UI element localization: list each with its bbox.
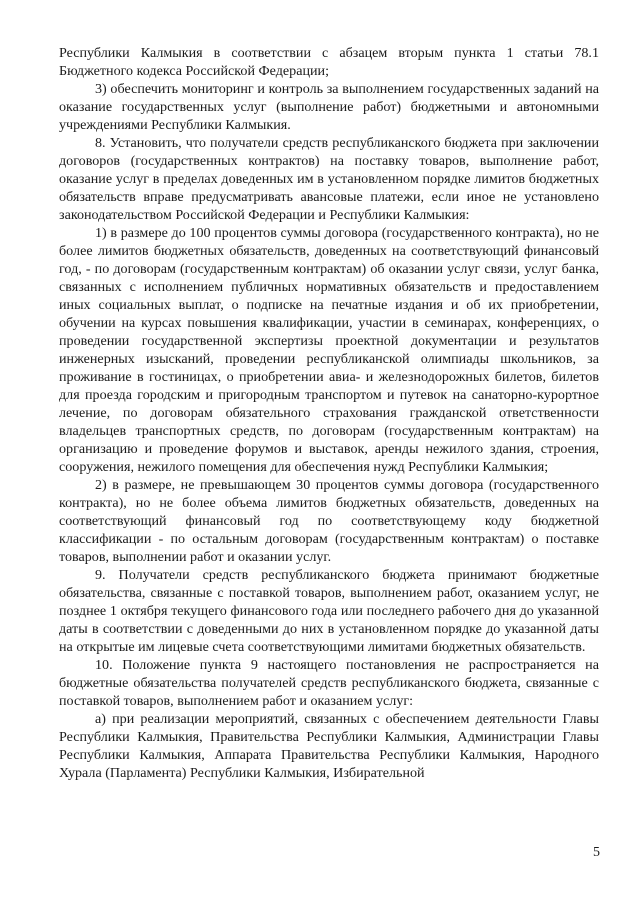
paragraph-continuation: Республики Калмыкия в соответствии с абзацем вторым пункта 1 статьи 78.1 Бюджетного кодекса Российской Федерации;	[59, 45, 599, 79]
paragraph-section-9: 9. Получатели средств республиканского бюджета принимают бюджетные обязательства, связанные с поставкой товаров, выполнением работ, оказанием услуг, не позднее 1 октября текущего финансового года или последнего рабочего дня до указанной даты в соответствии с доведенными до них в установленном порядке до указанной даты на открытые им лицевые счета соответствующими лимитами бюджетных обязательств.	[59, 567, 599, 655]
paragraph-section-8: 8. Установить, что получатели средств республиканского бюджета при заключении договоров (государственных контрактов) на поставку товаров, выполнение работ, оказание услуг в пределах доведенных им в установленном порядке лимитов бюджетных обязательств вправе предусматривать авансовые платежи, если иное не установлено законодательством Российской Федерации и Республики Калмыкия:	[59, 135, 599, 223]
paragraph-item-2: 2) в размере, не превышающем 30 процентов суммы договора (государственного контракта), но не более объема лимитов бюджетных обязательств, доведенных на соответствующий финансовый год по соответствующему коду бюджетной классификации - по остальным договорам (государственным контрактам) о поставке товаров, выполнении работ и оказании услуг.	[59, 477, 599, 565]
paragraph-item-1: 1) в размере до 100 процентов суммы договора (государственного контракта), но не более лимитов бюджетных обязательств, доведенных на соответствующий финансовый год, - по договорам (государственным контрактам) об оказании услуг связи, услуг банка, связанных с исполнением публичных нормативных обязательств и предоставлением иных социальных выплат, о подписке на печатные издания и об их приобретении, обучении на курсах повышения квалификации, участии в семинарах, конференциях, о проведении государственной экспертизы проектной документации и результатов инженерных изысканий, проведении республиканской олимпиады школьников, за проживание в гостиницах, о приобретении авиа- и железнодорожных билетов, билетов для проезда городским и пригородным транспортом и путевок на санаторно-курортное лечение, по договорам обязательного страхования гражданской ответственности владельцев транспортных средств, по договорам (государственным контрактам) на организацию и проведение форумов и выставок, аренды нежилого здания, строения, сооружения, нежилого помещения для обеспечения нужд Республики Калмыкия;	[59, 225, 599, 475]
paragraph-item-3: 3) обеспечить мониторинг и контроль за выполнением государственных заданий на оказание государственных услуг (выполнение работ) бюджетными и автономными учреждениями Республики Калмыкия.	[59, 81, 599, 133]
paragraph-item-a: а) при реализации мероприятий, связанных с обеспечением деятельности Главы Республики Калмыкия, Правительства Республики Калмыкия, Администрации Главы Республики Калмыкия, Аппарата Правительства Республики Калмыкия, Народного Хурала (Парламента) Республики Калмыкия, Избирательной	[59, 711, 599, 781]
document-body	[59, 44, 599, 782]
paragraph-section-10: 10. Положение пункта 9 настоящего постановления не распространяется на бюджетные обязательства получателей средств республиканского бюджета, связанные с поставкой товаров, выполнением работ и оказанием услуг:	[59, 657, 599, 709]
page-number: 5	[593, 845, 600, 860]
